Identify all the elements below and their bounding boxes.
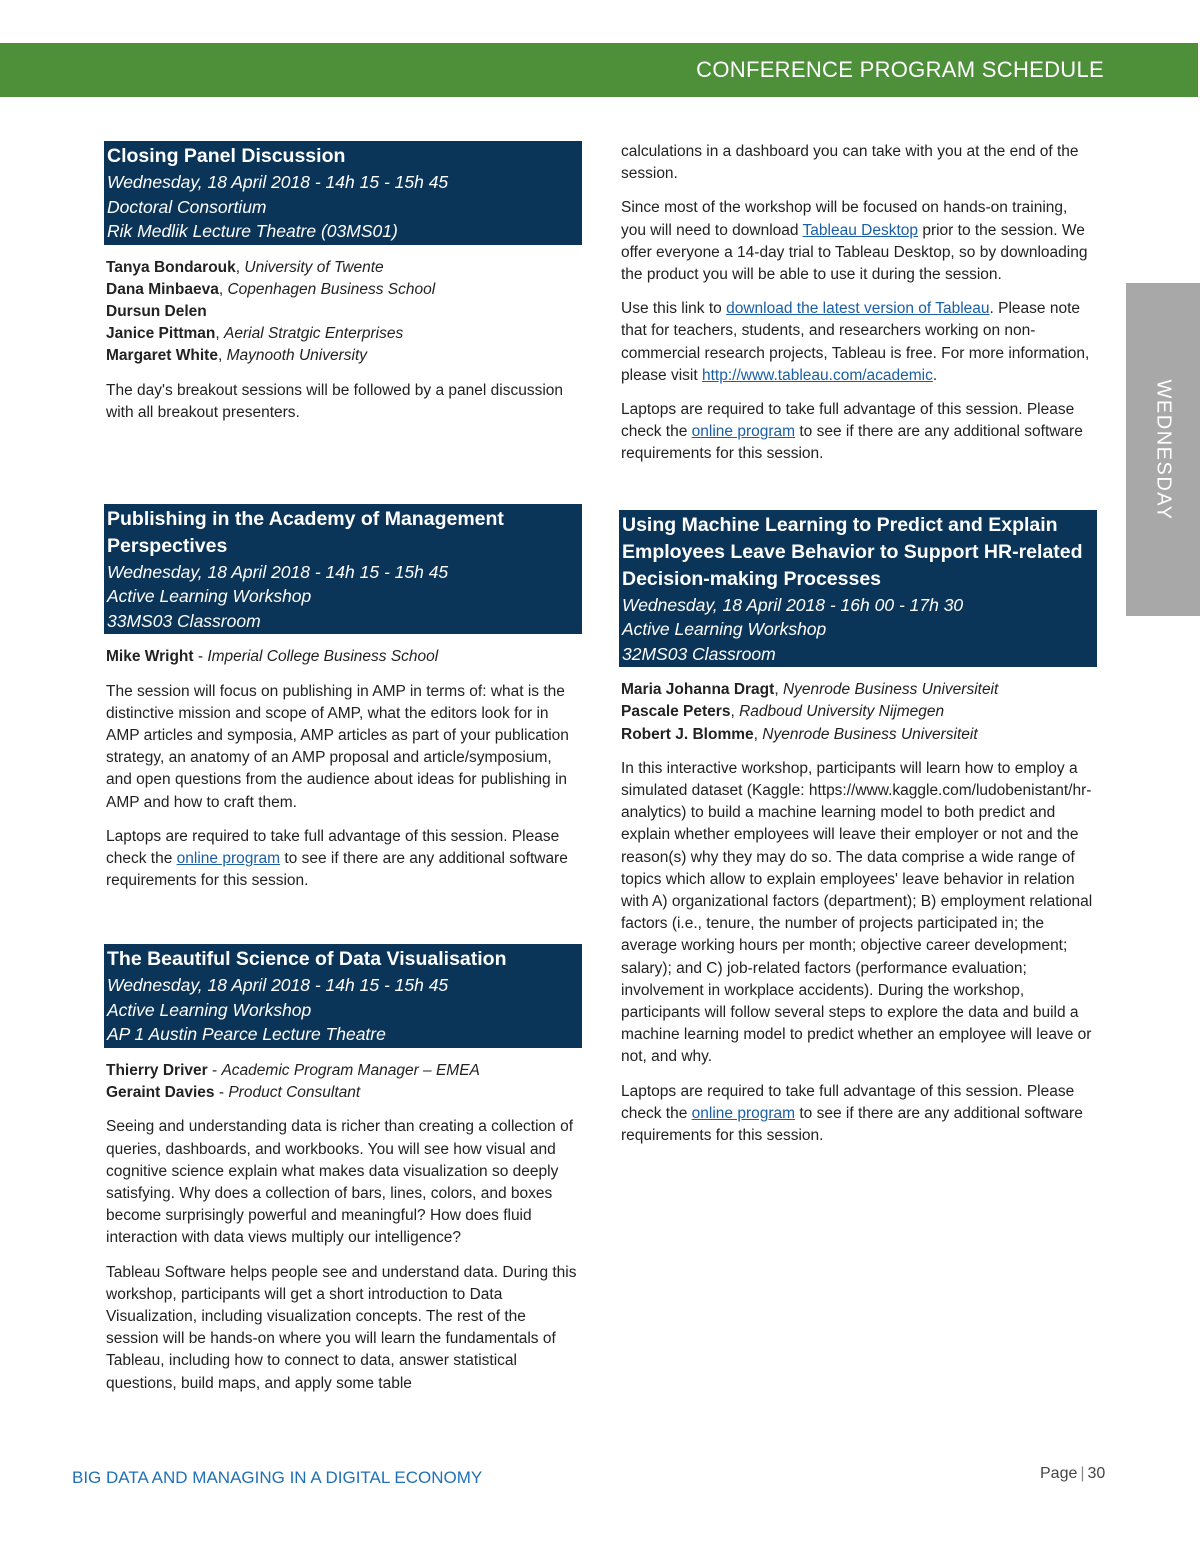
presenter-affiliation: University of Twente bbox=[244, 258, 384, 276]
session-description: In this interactive workshop, participants will learn how to employ a simulated dataset (Kaggle: https://www.kaggle.com/ludobenistant/hr-analytics) to build a machine learning model to both predict and explain whether employees will leave their employer or not and the reason(s) why they may do so. The data comprise a wide range of topics which allow to explain employees' leave behavior in relation with A) organizational factors (department); B) employment relational factors (i.e., tenure, the number of projects participated in; the average working hours per month; objective career development; salary); and C) job-related factors (performance evaluation; involvement in workplace accidents). During the workshop, participants will follow several steps to explore the data and build a machine learning model to predict whether an employee will leave or not, and why. bbox=[621, 759, 1093, 1066]
left-column bbox=[104, 141, 582, 1395]
download-tableau-link[interactable]: download the latest version of Tableau bbox=[726, 300, 990, 318]
presenter-name: Tanya Bondarouk bbox=[106, 258, 236, 276]
session-description bbox=[621, 298, 1095, 387]
laptop-notice-text: to see if there are any additional software requirements for this session. bbox=[621, 423, 1083, 463]
presenter-separator: - bbox=[207, 1061, 222, 1079]
presenter-name: Maria Johanna Dragt bbox=[621, 681, 775, 699]
laptop-notice bbox=[106, 826, 580, 893]
presenter bbox=[106, 646, 580, 668]
presenter bbox=[106, 257, 580, 279]
presenter-separator: - bbox=[214, 1084, 229, 1102]
presenter-affiliation: Academic Program Manager – EMEA bbox=[221, 1061, 480, 1079]
session-closing-panel bbox=[104, 141, 582, 424]
presenter-separator: , bbox=[218, 280, 228, 298]
presenter-name: Dursun Delen bbox=[106, 302, 207, 320]
presenter bbox=[106, 1060, 580, 1082]
header-title: CONFERENCE PROGRAM SCHEDULE bbox=[696, 57, 1104, 82]
session-title: The Beautiful Science of Data Visualisation bbox=[107, 948, 507, 971]
right-column bbox=[619, 141, 1097, 1147]
page-separator: | bbox=[1080, 1465, 1085, 1482]
presenter-list bbox=[106, 1060, 580, 1104]
presenter-separator: , bbox=[753, 725, 763, 743]
presenter-list bbox=[106, 257, 580, 368]
presenter-name: Mike Wright bbox=[106, 648, 194, 666]
page-number bbox=[1040, 1465, 1105, 1483]
presenter bbox=[621, 701, 1095, 723]
session-time: Wednesday, 18 April 2018 - 14h 15 - 15h 45 bbox=[107, 172, 449, 192]
laptop-notice-text: Laptops are required to take full advantage of this session. Please check the bbox=[621, 401, 1075, 441]
session-title: Publishing in the Academy of Management Perspectives bbox=[107, 507, 504, 557]
page-number-value: 30 bbox=[1087, 1465, 1106, 1482]
session-description bbox=[621, 197, 1095, 286]
paragraph-text: prior to the session. We offer everyone a 14-day trial to Tableau Desktop, so by downloading the product you will be able to use it during the session. bbox=[621, 221, 1088, 284]
paragraph-text: . Please note that for teachers, students, and researchers working on non-commercial research projects, Tableau is free. For more information, please visit bbox=[621, 300, 1090, 384]
day-tab bbox=[1126, 283, 1200, 616]
session-description: Seeing and understanding data is richer than creating a collection of queries, dashboards, and workbooks. You will see how visual and cognitive science explain what makes data visualization so deeply satisfying. Why does a collection of bars, lines, colors, and boxes become surprisingly powerful and meaningful? How does fluid interaction with data views multiply our intelligence? bbox=[106, 1118, 574, 1247]
presenter bbox=[106, 301, 580, 323]
presenter-name: Janice Pittman bbox=[106, 325, 216, 343]
presenter-list bbox=[621, 679, 1095, 746]
session-description: calculations in a dashboard you can take with you at the end of the session. bbox=[621, 143, 1079, 183]
session-header bbox=[104, 141, 582, 245]
presenter-name: Geraint Davies bbox=[106, 1084, 215, 1102]
session-header bbox=[104, 944, 582, 1048]
presenter-affiliation: Radboud University Nijmegen bbox=[739, 703, 945, 721]
presenter-affiliation: Copenhagen Business School bbox=[227, 280, 436, 298]
presenter bbox=[106, 1082, 580, 1104]
page-label: Page bbox=[1040, 1465, 1078, 1482]
tableau-desktop-link[interactable]: Tableau Desktop bbox=[802, 221, 919, 239]
online-program-link[interactable]: online program bbox=[691, 1104, 796, 1122]
presenter-separator: - bbox=[193, 648, 208, 666]
presenter-separator: , bbox=[730, 703, 740, 721]
presenter-separator: , bbox=[215, 325, 225, 343]
header-bar bbox=[0, 43, 1198, 97]
tableau-academic-link[interactable]: http://www.tableau.com/academic bbox=[701, 366, 933, 384]
online-program-link[interactable]: online program bbox=[691, 423, 796, 441]
presenter bbox=[621, 724, 1095, 746]
day-tab-label: WEDNESDAY bbox=[1152, 379, 1175, 520]
paragraph-text: Use this link to bbox=[621, 300, 727, 318]
presenter-separator: , bbox=[235, 258, 245, 276]
session-time: Wednesday, 18 April 2018 - 14h 15 - 15h 45 bbox=[107, 975, 449, 996]
presenter-affiliation: Nyenrode Business Universiteit bbox=[782, 681, 999, 699]
session-type: Active Learning Workshop bbox=[107, 999, 312, 1020]
presenter-name: Margaret White bbox=[106, 347, 218, 365]
session-room: Rik Medlik Lecture Theatre (03MS01) bbox=[107, 221, 398, 241]
laptop-notice bbox=[621, 1081, 1095, 1148]
session-data-visualisation bbox=[104, 944, 582, 1394]
presenter bbox=[106, 345, 580, 367]
presenter-name: Dana Minbaeva bbox=[106, 280, 219, 298]
presenter-affiliation: Maynooth University bbox=[226, 347, 368, 365]
presenter-name: Thierry Driver bbox=[106, 1061, 208, 1079]
session-title: Using Machine Learning to Predict and Explain Employees Leave Behavior to Support HR-related Decision-making Processes bbox=[622, 513, 1083, 590]
laptop-notice-text: Laptops are required to take full advantage of this session. Please check the bbox=[106, 827, 560, 868]
session-publishing-amp bbox=[104, 504, 582, 893]
session-type: Active Learning Workshop bbox=[107, 586, 312, 607]
presenter bbox=[621, 679, 1095, 701]
presenter-separator: , bbox=[217, 347, 227, 365]
laptop-notice-text: to see if there are any additional software requirements for this session. bbox=[106, 850, 568, 890]
paragraph-text: . bbox=[932, 366, 938, 384]
footer-title: BIG DATA AND MANAGING IN A DIGITAL ECONOMY bbox=[72, 1468, 483, 1487]
presenter-affiliation: Nyenrode Business Universiteit bbox=[762, 725, 978, 743]
presenter-name: Pascale Peters bbox=[621, 703, 731, 721]
session-title: Closing Panel Discussion bbox=[107, 145, 346, 167]
session-time: Wednesday, 18 April 2018 - 14h 15 - 15h 45 bbox=[107, 561, 449, 582]
presenter-list bbox=[106, 646, 580, 668]
session-machine-learning bbox=[619, 510, 1097, 1148]
session-header bbox=[619, 510, 1097, 668]
presenter-affiliation: Aerial Stratgic Enterprises bbox=[224, 325, 404, 343]
session-room: 33MS03 Classroom bbox=[107, 610, 261, 631]
session-type: Doctoral Consortium bbox=[107, 196, 267, 217]
session-room: AP 1 Austin Pearce Lecture Theatre bbox=[107, 1024, 386, 1045]
presenter-separator: , bbox=[774, 681, 783, 699]
session-type: Active Learning Workshop bbox=[622, 619, 827, 640]
laptop-notice-text: Laptops are required to take full advantage of this session. Please check the bbox=[621, 1082, 1075, 1122]
presenter bbox=[106, 279, 580, 301]
presenter-affiliation: Imperial College Business School bbox=[207, 648, 439, 666]
laptop-notice-text: to see if there are any additional software requirements for this session. bbox=[621, 1104, 1083, 1144]
session-description: The session will focus on publishing in AMP in terms of: what is the distinctive mission and scope of AMP, what the editors look for in AMP articles and symposia, AMP articles as part of your publication strategy, an anatomy of an AMP proposal and article/symposium, and open questions from the audience about ideas for publishing in AMP and how to craft them. bbox=[106, 682, 569, 811]
paragraph-text: Since most of the workshop will be focused on hands-on training, you will need to download bbox=[621, 199, 1068, 239]
laptop-notice bbox=[621, 399, 1095, 466]
session-header bbox=[104, 504, 582, 635]
presenter bbox=[106, 323, 580, 345]
session-description: Tableau Software helps people see and understand data. During this workshop, participants will get a short introduction to Data Visualization, including visualization concepts. The rest of the session will be hands-on where you will learn the fundamentals of Tableau, including how to connect to data, answer statistical questions, build maps, and apply some table bbox=[106, 1263, 577, 1392]
session-description: The day's breakout sessions will be followed by a panel discussion with all breakout presenters. bbox=[106, 381, 564, 421]
online-program-link[interactable]: online program bbox=[176, 850, 281, 868]
session-data-visualisation-continued bbox=[619, 141, 1097, 466]
presenter-affiliation: Product Consultant bbox=[228, 1084, 361, 1102]
session-room: 32MS03 Classroom bbox=[622, 643, 776, 664]
session-time: Wednesday, 18 April 2018 - 16h 00 - 17h 30 bbox=[622, 594, 964, 615]
presenter-name: Robert J. Blomme bbox=[621, 725, 754, 743]
